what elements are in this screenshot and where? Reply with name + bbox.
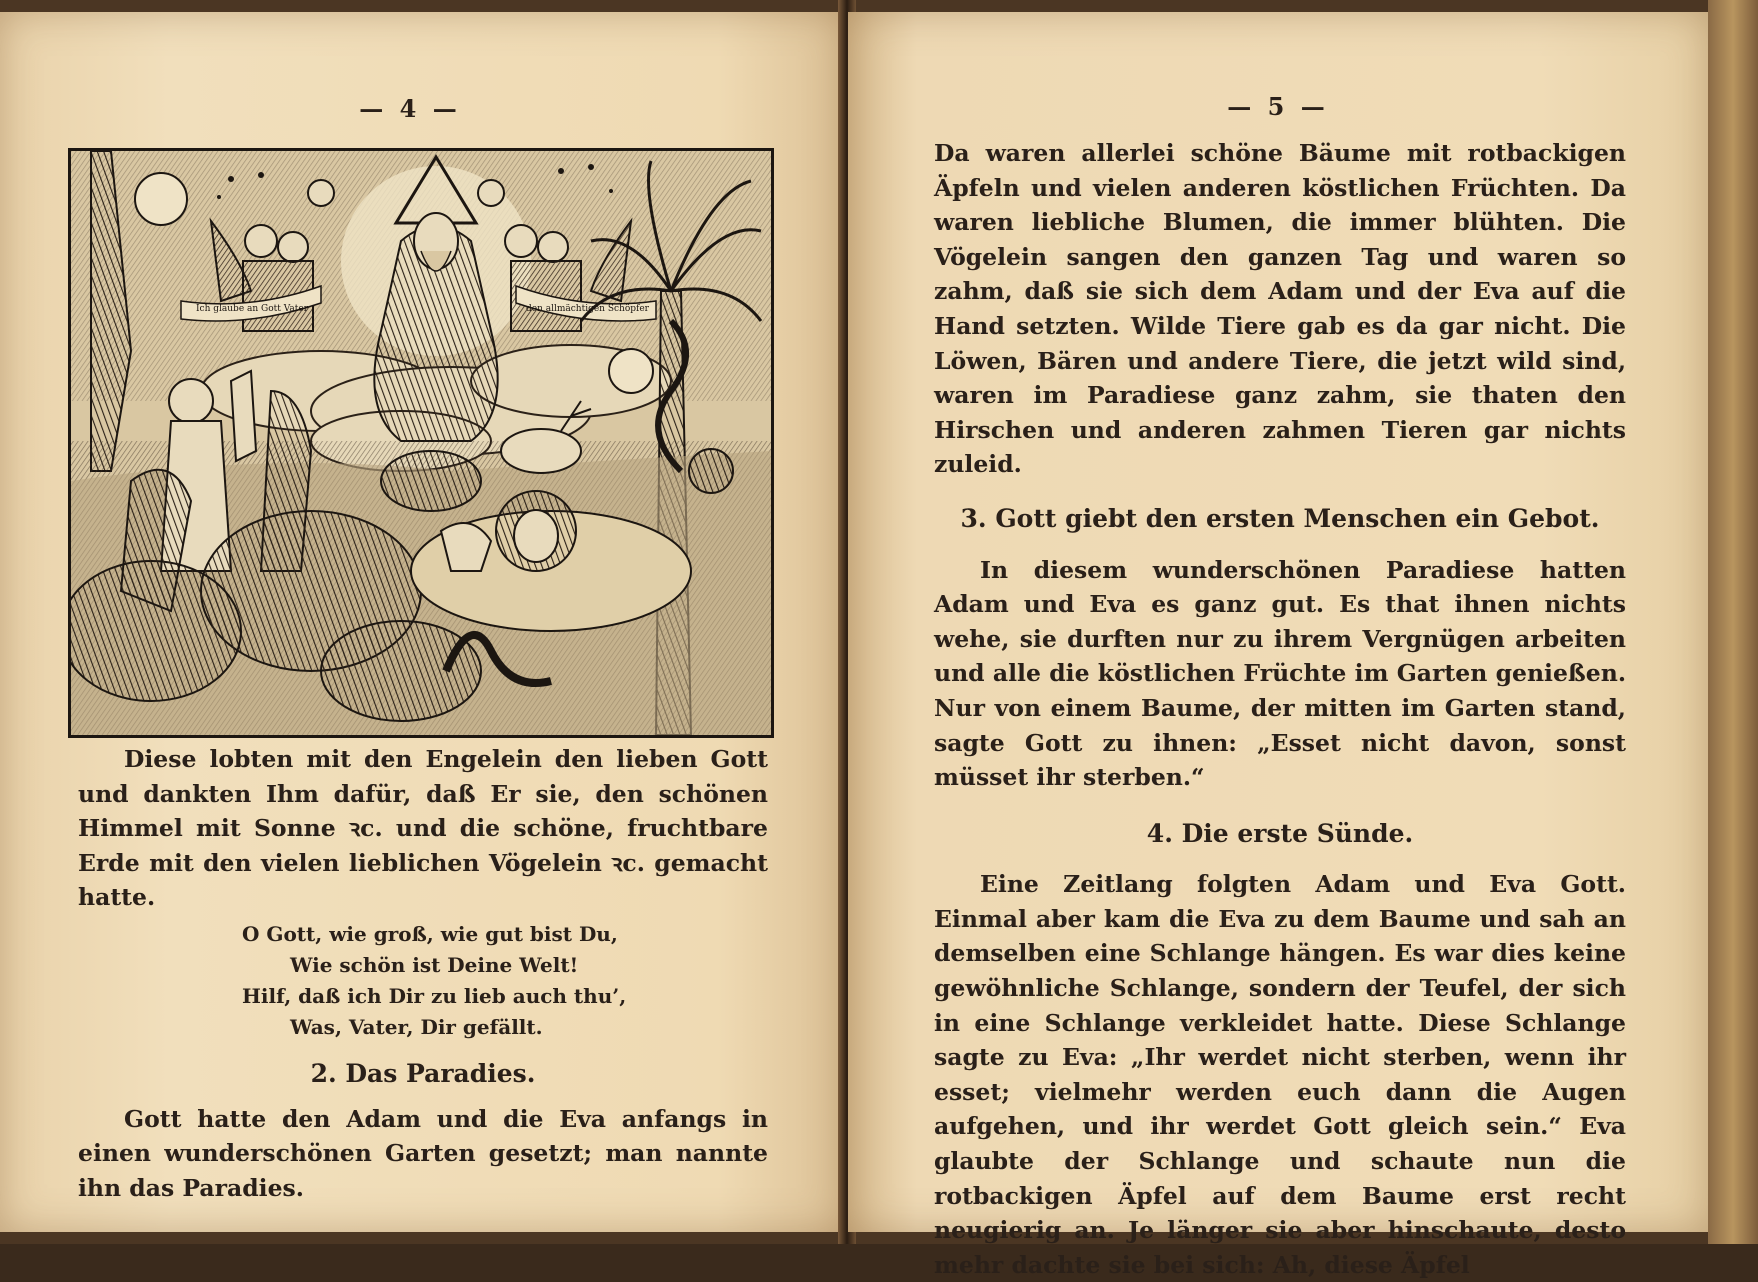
left-paragraph-1: Diese lobten mit den Engelein den lieben Gott und dankten Ihm dafür, daß Er sie, den schönen Himmel mit Sonne ꝛc. und die schöne, fruchtbare Erde mit den vielen lieblichen Vögelein ꝛc. gemacht hatte. (78, 745, 768, 912)
moon-icon (135, 173, 187, 225)
left-paragraph-2: Gott hatte den Adam und die Eva anfangs in einen wunderschönen Garten gesetzt; man nannte ihn das Paradies. (78, 1104, 768, 1202)
verse-line-3: Hilf, daß ich Dir zu lieb auch thu’, (242, 983, 627, 1008)
verse-line-2: Wie schön ist Deine Welt! (290, 952, 579, 977)
sun-icon (609, 349, 653, 393)
heading-2: 2. Das Paradies. (310, 1058, 536, 1088)
creation-illustration (68, 148, 774, 738)
svg-text:den allmächtigen Schöpfer: den allmächtigen Schöpfer (526, 304, 649, 314)
page-number-left: — 4 — (359, 94, 461, 123)
left-text-block (78, 742, 768, 1205)
right-paragraph-2: In diesem wunderschönen Paradiese hatten Adam und Eva es ganz gut. Es that ihnen nichts wehe, sie durften nur zu ihrem Vergnügen arbeiten und alle die köstlichen Früchte im Garten genießen. Nur von einem Baume, der mitten im Garten stand, sagte Gott zu ihnen: „Esset nicht davon, sonst müsset ihr sterben.“ (934, 555, 1626, 792)
verse-line-4: Was, Vater, Dir gefällt. (290, 1014, 543, 1039)
verse-block (78, 919, 768, 1043)
heading-4: 4. Die erste Sünde. (1146, 818, 1414, 848)
verse-line-1: O Gott, wie groß, wie gut bist Du, (242, 921, 618, 946)
right-page (848, 12, 1708, 1279)
heading-3: 3. Gott giebt den ersten Menschen ein Gebot. (960, 503, 1600, 533)
engraving-image (71, 151, 771, 735)
left-page (0, 12, 845, 1232)
page-number-right: — 5 — (1227, 92, 1329, 121)
svg-text:Ich glaube an Gott Vater: Ich glaube an Gott Vater (196, 304, 309, 314)
book-edge (1708, 0, 1758, 1244)
bear (381, 451, 481, 511)
right-text-block (934, 136, 1626, 1282)
right-paragraph-3: Eine Zeitlang folgten Adam und Eva Gott. Einmal aber kam die Eva zu dem Baume und sah an demselben eine Schlange hängen. Es war dies keine gewöhnliche Schlange, sondern der Teufel, der sich in eine Schlange verkleidet hatte. Diese Schlange sagte zu Eva: „Ihr werdet nicht sterben, wenn ihr esset; vielmehr werden euch dann die Augen aufgehen, und ihr werdet Gott gleich sein.“ Eva glaubte der Schlange und schaute nun die rotbackigen Äpfel auf dem Baume erst recht neugierig an. Je länger sie aber hinschaute, desto mehr dachte sie bei sich: Ah, diese Äpfel (934, 870, 1626, 1279)
right-paragraph-1: Da waren allerlei schöne Bäume mit rotbackigen Äpfeln und vielen anderen köstlichen Früchten. Da waren liebliche Blumen, die immer blühten. Die Vögelein sangen den ganzen Tag und waren so zahm, daß sie sich dem Adam und der Eva auf die Hand setzten. Wilde Tiere gab es da gar nicht. Die Löwen, Bären und andere Tiere, die jetzt wild sind, waren im Paradiese ganz zahm, sie thaten den Hirschen und anderen zahmen Tieren gar nichts zuleid. (934, 139, 1626, 479)
